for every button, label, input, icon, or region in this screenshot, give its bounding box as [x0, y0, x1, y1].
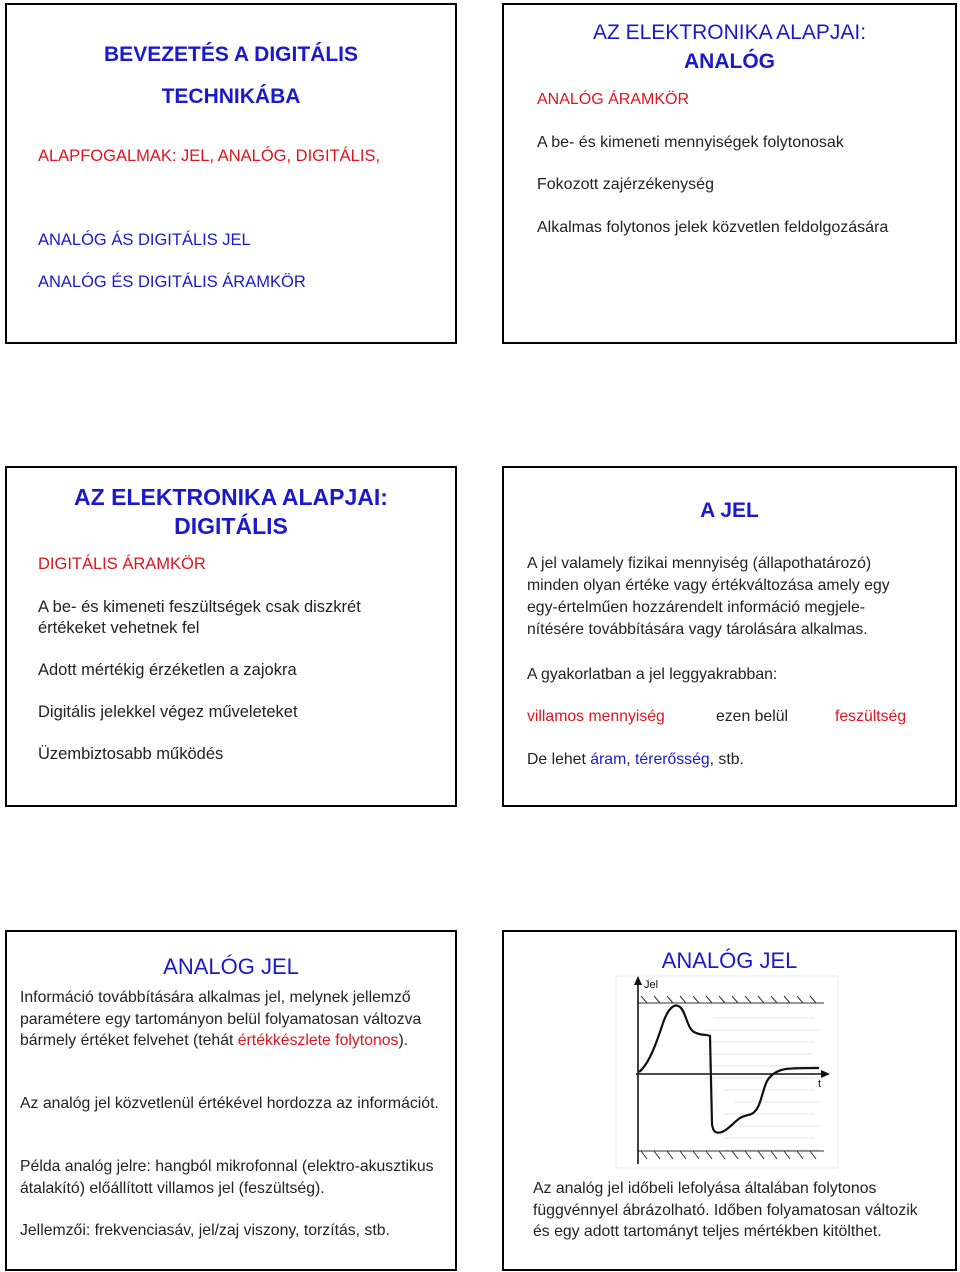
slide-signal-definition	[502, 466, 957, 807]
bullet-item: A be- és kimeneti mennyiségek folytonosak	[537, 134, 844, 151]
slide-intro	[5, 3, 457, 344]
definition-line: egy-értelműen hozzárendelt információ megjele-	[527, 599, 866, 616]
slide-title-line2: ANALÓG	[684, 50, 775, 73]
alternatives-prefix: De lehet	[527, 751, 591, 768]
slide-analog-basics	[502, 3, 957, 344]
slide-subtitle: ANALÓG ÁRAMKÖR	[537, 91, 690, 108]
info-paragraph: Az analóg jel közvetlenül értékével hordozza az információt.	[20, 1095, 439, 1112]
bullet-item: Alkalmas folytonos jelek közvetlen feldolgozására	[537, 219, 889, 236]
analog-signal-graph	[614, 974, 842, 1171]
field-strength-term: térerősség	[635, 751, 710, 768]
example-paragraph: Példa analóg jelre: hangból mikrofonnal (elektro-akusztikus átalakító) előállított villamos jel (feszültség).	[20, 1158, 434, 1197]
practice-text: A gyakorlatban a jel leggyakrabban:	[527, 666, 778, 683]
definition-paragraph	[20, 987, 450, 1052]
topic-item-basics: ALAPFOGALMAK: JEL, ANALÓG, DIGITÁLIS,	[38, 147, 381, 165]
slide-title-line2: TECHNIKÁBA	[161, 85, 301, 108]
definition-end: ).	[398, 1032, 409, 1049]
definition-line: minden olyan értéke vagy értékváltozása amely egy	[527, 577, 890, 594]
bullet-item-line2: értékeket vehetnek fel	[38, 619, 200, 637]
graph-caption: Az analóg jel időbeli lefolyása általában folytonos függvénnyel ábrázolható. Időben folyamatosan változik és egy adott tartományt teljes mértékben kitölthet.	[533, 1180, 918, 1240]
current-term: áram	[590, 751, 627, 768]
definition-line: nítésére továbbítására vagy tárolására alkalmas.	[527, 621, 868, 638]
topic-item-circuits: ANALÓG ÉS DIGITÁLIS ÁRAMKÖR	[38, 273, 306, 291]
voltage-term: feszültség	[835, 708, 907, 725]
graph-frame	[616, 976, 838, 1168]
bullet-item: Fokozott zajérzékenység	[537, 176, 714, 193]
definition-text: Információ továbbítására alkalmas jel, melynek jellemző paramétere egy tartományon belül folyamatosan változva bármely értéket felvehet (tehát	[20, 989, 422, 1049]
alternatives-suffix: , stb.	[709, 751, 744, 768]
graph-y-label: Jel	[644, 979, 659, 991]
graph-x-label: t	[818, 1078, 822, 1090]
within-it-text: ezen belül	[716, 708, 789, 725]
slide-title-line2: DIGITÁLIS	[174, 513, 288, 539]
slide-analog-signal-graph	[502, 930, 957, 1271]
slide-title: ANALÓG JEL	[163, 954, 299, 979]
bullet-item: Adott mértékig érzéketlen a zajokra	[38, 661, 297, 679]
separator: ,	[626, 751, 636, 768]
slide-title-line1: AZ ELEKTRONIKA ALAPJAI:	[592, 21, 867, 44]
alternatives-text	[527, 751, 744, 769]
topic-item-signals: ANALÓG ÁS DIGITÁLIS JEL	[38, 231, 251, 249]
slide-title: ANALÓG JEL	[661, 948, 798, 973]
slide-digital-basics	[5, 466, 457, 807]
bullet-item: Digitális jelekkel végez műveleteket	[38, 703, 298, 721]
electrical-quantity: villamos mennyiség	[527, 708, 665, 725]
slide-title-line1: AZ ELEKTRONIKA ALAPJAI:	[74, 484, 388, 510]
continuous-range-term: értékkészlete folytonos	[237, 1032, 399, 1049]
slide-title: A JEL	[700, 499, 759, 522]
bullet-item-line1: A be- és kimeneti feszültségek csak diszkrét	[38, 598, 361, 616]
definition-line: A jel valamely fizikai mennyiség (állapothatározó)	[527, 555, 872, 572]
slide-title-line1: BEVEZETÉS A DIGITÁLIS	[104, 43, 358, 66]
characteristics-paragraph: Jellemzői: frekvenciasáv, jel/zaj viszony, torzítás, stb.	[20, 1222, 390, 1239]
bullet-item: Üzembiztosabb működés	[38, 745, 224, 763]
slide-subtitle: DIGITÁLIS ÁRAMKÖR	[38, 555, 206, 573]
slide-analog-signal	[5, 930, 457, 1271]
